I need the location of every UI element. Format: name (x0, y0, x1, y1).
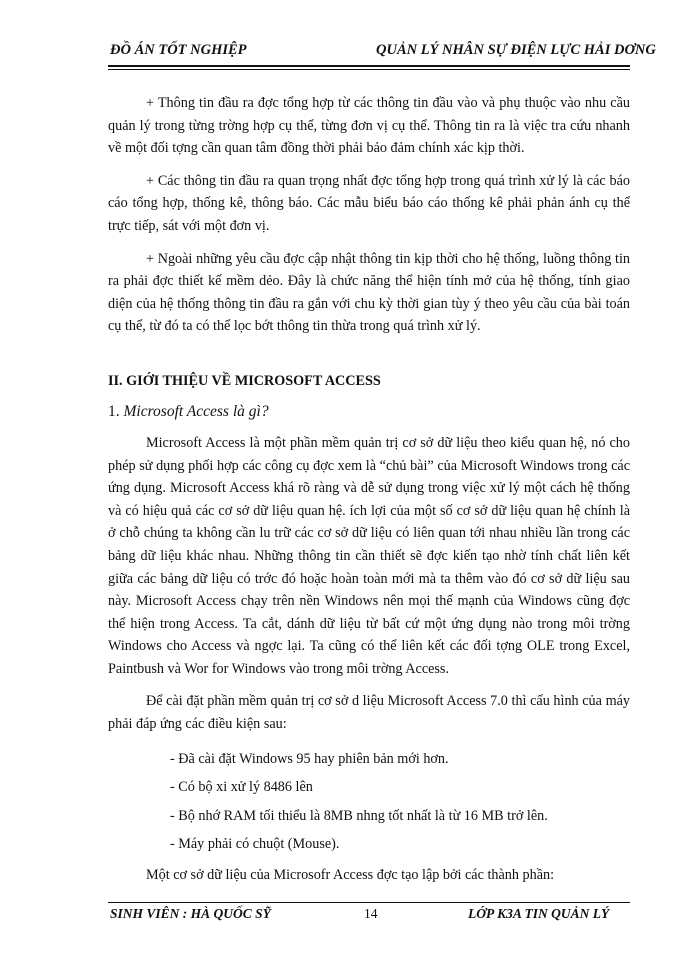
footer-rule (108, 902, 630, 903)
requirement-item: - Có bộ xi xử lý 8486 lên (170, 779, 313, 796)
closing-paragraph: Một cơ sở dữ liệu của Microsofr Access đợc tạo lập bởi các thành phần: (146, 867, 555, 884)
footer-student: SINH VIÊN : HÀ QUỐC SỸ (110, 906, 271, 921)
page-body (108, 92, 630, 887)
body-paragraph: Microsoft Access là một phần mềm quản trị cơ sở dữ liệu theo kiểu quan hệ, nó cho phép sử dụng phối hợp các công cụ đợc xem là “chủ bài” của Microsoft Windows trong các ứng dụng. Microsoft Access khá rõ ràng và dễ sử dụng trong việc xử lý một cách hệ thống và có hiệu quả các cơ sở dữ liệu quan hệ. ích lợi của một số cơ sở dữ liệu quan hệ chính là ở chỗ chúng ta không cần lu trữ các cơ sở dữ liệu có liên quan tới nhau nhiều lần trong các bảng dữ liệu khác nhau. Những thông tin cần thiết sẽ đợc kiến tạo nhờ tính chất liên kết giữa các bảng dữ liệu có trớc đó hoặc hoàn toàn mới mà ta thêm vào đó cơ sở dữ liệu sau này. Microsoft Access chạy trên nền Windows nên mọi thế mạnh của Windows cũng đợc thể hiện trong Access. Ta cắt, dánh dữ liệu từ bất cứ một ứng dụng nào trong môi trờng Windows cho Access và ngợc lại. Ta cũng có thể liên kết các đối tợng OLE trong Excel, Paintbush và Wor for Windows vào trong môi trờng Access. (108, 434, 630, 677)
footer-class: LỚP K3A TIN QUẢN LÝ (468, 906, 610, 921)
subsection-number: 1. (108, 402, 120, 420)
body-paragraph: Để cài đặt phần mềm quản trị cơ sở d liệu Microsoft Access 7.0 thì cấu hình của máy phải đáp ứng các điều kiện sau: (108, 693, 630, 733)
subsection-title: Microsoft Access là gì? (123, 402, 269, 420)
subsection-heading (108, 401, 630, 423)
header-rule-thin (108, 69, 630, 70)
requirement-item: - Đã cài đặt Windows 95 hay phiên bản mới hơn. (170, 750, 449, 767)
header-right-title: QUẢN LÝ NHÂN SỰ ĐIỆN LỰC HẢI DƠNG (376, 42, 656, 58)
page-number: 14 (364, 906, 378, 921)
header-left-title: ĐỒ ÁN TỐT NGHIỆP (110, 42, 247, 58)
requirement-item: - Bộ nhớ RAM tối thiểu là 8MB nhng tốt nhất là từ 16 MB trở lên. (170, 807, 548, 824)
intro-paragraph: + Thông tin đầu ra đợc tổng hợp từ các thông tin đầu vào và phụ thuộc vào nhu cầu quản lý trong từng trờng hợp cụ thể, từng đơn vị cụ thể. Thông tin ra là việc tra cứu nhanh về một đối tợng cần quan tâm đồng thời phải bảo đảm chính xác kịp thời. (108, 95, 630, 157)
intro-paragraph: + Các thông tin đầu ra quan trọng nhất đợc tổng hợp trong quá trình xử lý là các báo cáo tổng hợp, thống kê, thông báo. Các mẫu biểu báo cáo thống kê phải phản ánh cụ thể trực tiếp, sát với một đơn vị. (108, 172, 630, 234)
requirement-item: - Máy phải có chuột (Mouse). (170, 836, 340, 853)
header-rule (108, 65, 630, 67)
section-heading: II. GIỚI THIỆU VỀ MICROSOFT ACCESS (108, 372, 381, 389)
intro-paragraph: + Ngoài những yêu cầu đợc cập nhật thông tin kịp thời cho hệ thống, luồng thông tin ra phải đợc thiết kế mềm dẻo. Đây là chức năng thể hiện tính mở của hệ thống, tính giao diện của hệ thống thông tin đầu ra gắn với chu kỳ thời gian tùy ý theo yêu cầu của bài toán cụ thể, từ đó ta có thể lọc bớt thông tin thừa trong quá trình xử lý. (108, 250, 630, 335)
